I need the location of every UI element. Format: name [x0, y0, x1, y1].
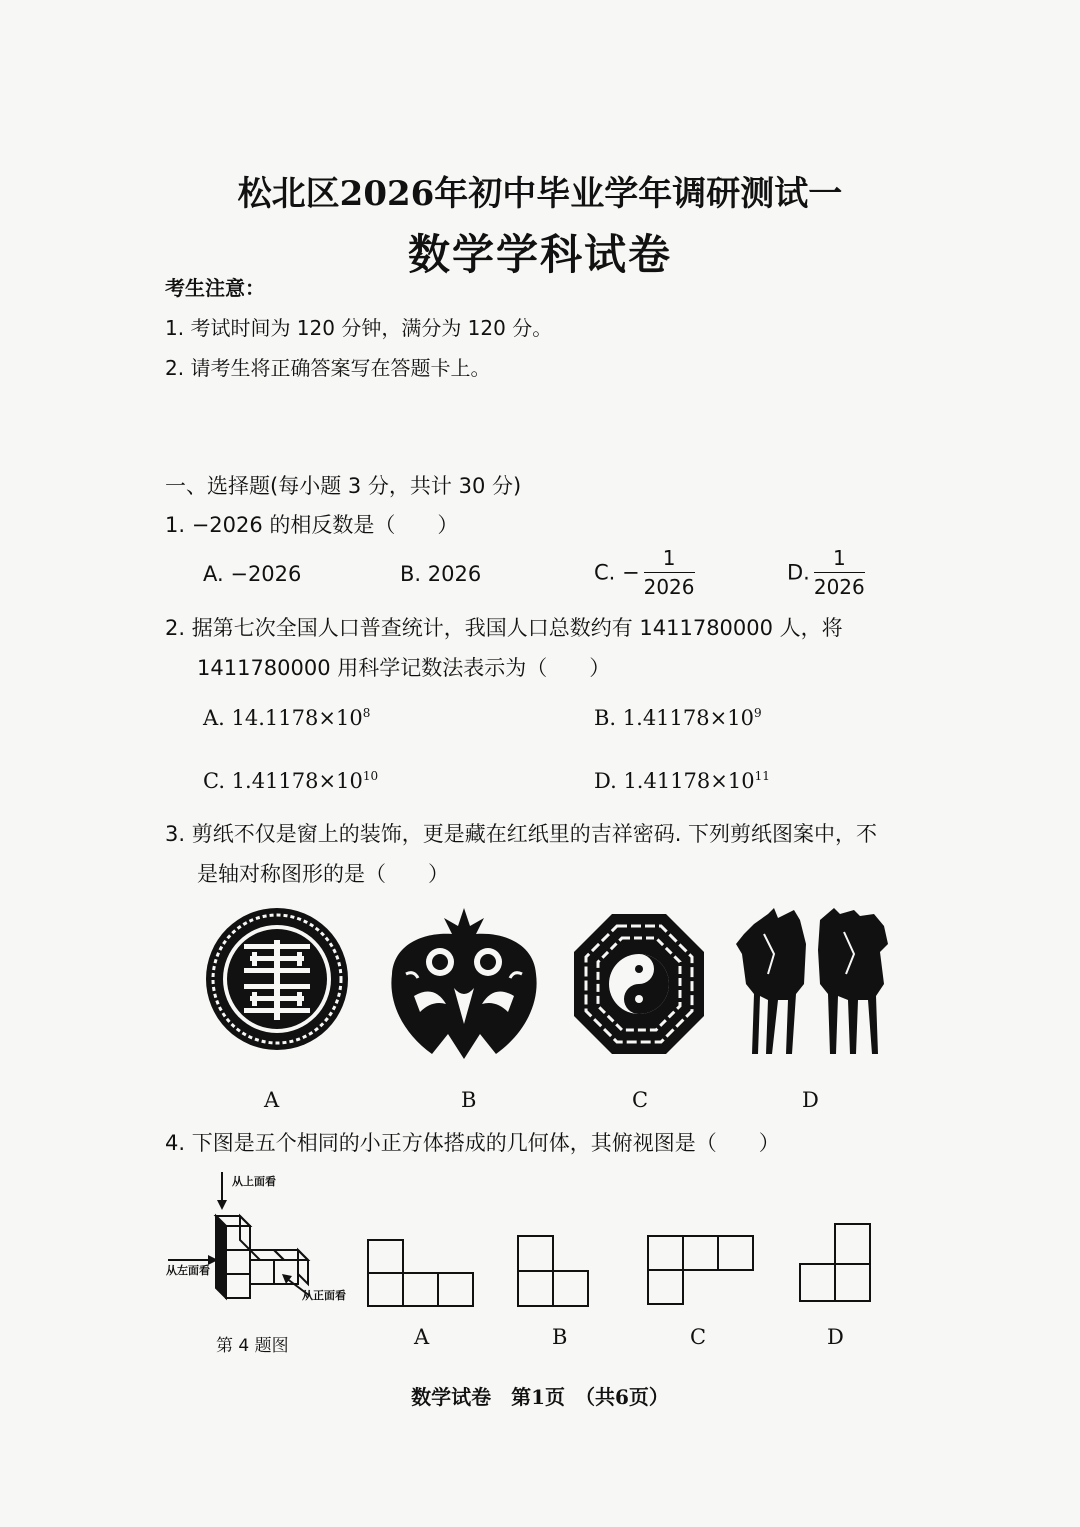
q2-c-base: C. 1.41178×10 — [203, 769, 363, 793]
q1-option-a: A. −2026 — [203, 562, 302, 586]
q2-stem-line1: 2. 据第七次全国人口普查统计，我国人口总数约有 1411780000 人，将 — [165, 616, 843, 640]
q4-option-a-view — [366, 1238, 476, 1308]
q4-view-front-label: 从正面看 — [302, 1289, 346, 1302]
q4-label-d: D — [827, 1325, 844, 1349]
q2-b-base: B. 1.41178×10 — [594, 706, 754, 730]
q3-figure-d-two-horses — [734, 904, 894, 1060]
q1-stem: 1. −2026 的相反数是（ ） — [165, 513, 459, 537]
q4-label-c: C — [690, 1325, 707, 1349]
q2-option-b — [594, 706, 762, 730]
q3-figure-a-double-happiness — [204, 904, 350, 1054]
q4-option-c-view — [646, 1234, 756, 1306]
q3-stem-line1: 3. 剪纸不仅是窗上的装饰，更是藏在红纸里的吉祥密码. 下列剪纸图案中，不 — [165, 822, 878, 846]
q2-stem-line2: 1411780000 用科学记数法表示为（ ） — [197, 656, 611, 680]
q2-b-exp: 9 — [753, 706, 762, 720]
notice-item-1: 1. 考试时间为 120 分钟，满分为 120 分。 — [165, 316, 553, 340]
q4-stem: 4. 下图是五个相同的小正方体搭成的几何体，其俯视图是（ ） — [165, 1131, 780, 1155]
q4-label-b: B — [552, 1325, 568, 1349]
q1-option-d-prefix: D. — [787, 560, 810, 585]
q1-option-b: B. 2026 — [400, 562, 482, 586]
q2-option-d — [594, 769, 770, 793]
q1-option-c-fraction — [644, 546, 695, 599]
q1-c-denominator: 2026 — [643, 575, 695, 599]
q4-view-left-label: 从左面看 — [166, 1264, 210, 1277]
q2-a-exp: 8 — [362, 706, 371, 720]
q4-option-b-view — [516, 1234, 592, 1308]
q3-label-c: C — [632, 1088, 649, 1112]
exam-title: 松北区2026年初中毕业学年调研测试一 — [237, 174, 843, 214]
q4-figure-caption: 第 4 题图 — [216, 1336, 289, 1356]
q1-d-denominator: 2026 — [813, 575, 865, 599]
q1-option-c — [594, 546, 695, 599]
page-footer: 数学试卷 第1页 （共6页） — [411, 1385, 669, 1409]
q3-label-a: A — [264, 1088, 280, 1112]
section-heading: 一、选择题(每小题 3 分，共计 30 分) — [165, 474, 522, 498]
q2-option-a — [203, 706, 370, 730]
q4-view-top-label: 从上面看 — [232, 1175, 276, 1188]
q1-c-numerator: 1 — [644, 546, 695, 573]
q1-d-numerator: 1 — [814, 546, 865, 573]
q2-d-base: D. 1.41178×10 — [594, 769, 755, 793]
q2-a-base: A. 14.1178×10 — [203, 706, 363, 730]
q1-option-d-fraction — [814, 546, 865, 599]
q3-stem-line2: 是轴对称图形的是（ ） — [197, 862, 449, 886]
q2-d-exp: 11 — [754, 769, 770, 783]
q3-label-d: D — [802, 1088, 819, 1112]
q1-option-c-prefix: C. − — [594, 560, 640, 585]
q4-label-a: A — [414, 1325, 430, 1349]
q1-option-d — [787, 546, 865, 599]
notice-heading: 考生注意： — [165, 276, 265, 300]
q3-figure-c-bagua — [572, 912, 706, 1056]
q4-option-d-view — [798, 1222, 874, 1304]
q2-c-exp: 10 — [362, 769, 379, 783]
q3-label-b: B — [461, 1088, 477, 1112]
notice-item-2: 2. 请考生将正确答案写在答题卡上。 — [165, 356, 491, 380]
q2-option-c — [203, 769, 378, 793]
exam-subtitle: 数学学科试卷 — [407, 230, 672, 279]
q3-figure-b-twin-fish — [384, 904, 544, 1064]
